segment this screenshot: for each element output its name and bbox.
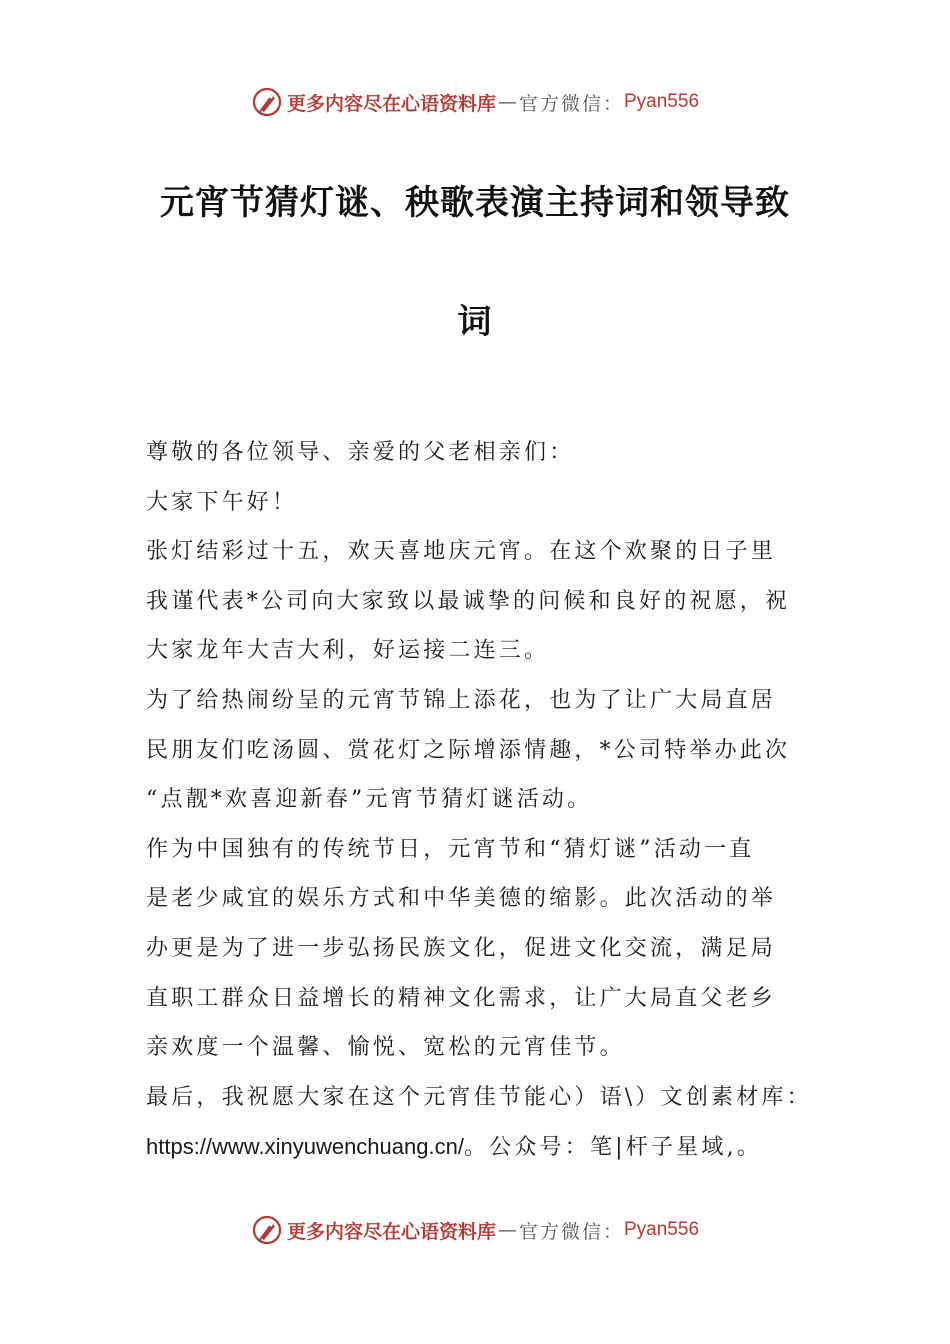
document-title-line2: 词 bbox=[457, 302, 493, 342]
watermark-sub: 官方微信： bbox=[518, 92, 624, 115]
body-line: 亲欢度一个温馨、愉悦、宽松的元宵佳节。 bbox=[146, 1035, 625, 1061]
footer-watermark bbox=[0, 1210, 950, 1250]
website-link[interactable]: https://www.xinyuwenchuang.cn/ bbox=[146, 1134, 464, 1160]
watermark-text: 更多内容尽在心语资料库 bbox=[286, 92, 496, 115]
body-line: 尊敬的各位领导、亲爱的父老相亲们： bbox=[146, 440, 575, 465]
document-title-line1: 元宵节猜灯谜、秧歌表演主持词和领导致 bbox=[160, 183, 790, 223]
watermark-sub: 官方微信： bbox=[518, 1220, 624, 1243]
pen-nib-logo-icon bbox=[251, 86, 283, 118]
document-body bbox=[146, 428, 826, 1173]
watermark-dash: — bbox=[497, 1219, 517, 1241]
body-line: 大家下午好！ bbox=[146, 489, 298, 515]
header-watermark bbox=[0, 82, 950, 122]
watermark-id: Pyan556 bbox=[624, 1219, 700, 1240]
watermark-dash: — bbox=[497, 91, 517, 113]
body-last-line-rest: 。公众号：笔|杆子星域,。 bbox=[463, 1135, 762, 1161]
body-line: 是老少咸宜的娱乐方式和中华美德的缩影。此次活动的举 bbox=[146, 886, 777, 912]
body-line: 张灯结彩过十五，欢天喜地庆元宵。在这个欢聚的日子里 bbox=[146, 539, 777, 565]
body-line: 民朋友们吃汤圆、赏花灯之际增添情趣，*公司特举办此次 bbox=[146, 737, 791, 763]
body-line: 我谨代表*公司向大家致以最诚挚的问候和良好的祝愿，祝 bbox=[146, 588, 791, 614]
body-line: 大家龙年大吉大利，好运接二连三。 bbox=[146, 638, 550, 664]
body-line: 直职工群众日益增长的精神文化需求，让广大局直父老乡 bbox=[146, 985, 777, 1011]
body-line: 最后，我祝愿大家在这个元宵佳节能心）语\）文创素材库： bbox=[146, 1084, 812, 1110]
body-line: 办更是为了进一步弘扬民族文化，促进文化交流，满足局 bbox=[146, 935, 777, 961]
body-line: 为了给热闹纷呈的元宵节锦上添花，也为了让广大局直居 bbox=[146, 687, 777, 713]
body-line: 作为中国独有的传统节日，元宵节和“猜灯谜”活动一直 bbox=[146, 836, 755, 862]
watermark-id: Pyan556 bbox=[624, 91, 700, 112]
body-last-line bbox=[146, 1122, 826, 1173]
pen-nib-logo-icon bbox=[251, 1214, 283, 1246]
body-line: “点靓*欢喜迎新春”元宵节猜灯谜活动。 bbox=[146, 787, 593, 813]
watermark-text: 更多内容尽在心语资料库 bbox=[286, 1220, 496, 1243]
